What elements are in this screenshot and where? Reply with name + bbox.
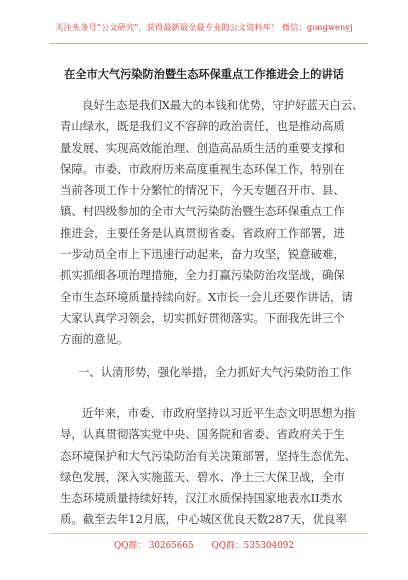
paragraph-line: 当前各项工作十分繁忙的情况下，今天专题召开市、县、 (60, 183, 345, 198)
document-title: 在全市大气污染防治暨生态环保重点工作推进会上的讲话 (64, 67, 344, 81)
header-banner: 关注头条号“公文研究”，获得最新最全最专业的公文资料库！ 微信：gongwenyj (55, 22, 353, 32)
paragraph-line: 绿色发展，深入实施蓝天、碧水、净土三大保卫战，全市 (60, 469, 345, 484)
footer-divider (50, 533, 368, 534)
qq-group-1: QQ群： 30265665 (114, 541, 194, 551)
paragraph-2 (60, 403, 360, 531)
paragraph-line: 青山绿水，既是我们义不容辞的政治责任，也是推动高质 (60, 119, 345, 134)
paragraph-line: 态环境保护和大气污染防治有关决策部署，坚持生态优先、 (60, 448, 357, 463)
paragraph-1 (60, 95, 364, 351)
qq-group-2: QQ群：535304092 (211, 541, 294, 551)
paragraph-line: 近年来，市委、市政府坚持以习近平生态文明思想为指 (82, 406, 356, 420)
paragraph-line: 镇、村四级参加的全市大气污染防治暨生态环保重点工作 (60, 204, 345, 219)
paragraph-line: 全市生态环境质量持续向好。X市长一会儿还要作讲话，请 (60, 289, 353, 304)
paragraph-line: 一步动员全市上下迅速行动起来，奋力攻坚，锐意破难， (60, 247, 345, 262)
paragraph-line: 抓实抓细各项治理措施，全力打赢污染防治攻坚战，确保 (60, 268, 345, 283)
footer-contact (0, 538, 408, 551)
section-heading: 一、认清形势，强化举措，全力抓好大气污染防治工作 (78, 365, 352, 379)
paragraph-line: 保障。市委、市政府历来高度重视生态环保工作，特别在 (60, 161, 345, 176)
paragraph-line: 量发展、实现高效能治理、创造高品质生活的重要支撑和 (60, 140, 345, 155)
paragraph-line: 生态环境质量持续好转，汉江水质保持国家地表水II类水 (60, 491, 343, 506)
paragraph-line: 良好生态是我们X最大的本钱和优势，守护好蓝天白云、 (82, 98, 364, 112)
paragraph-line: 大家认真学习领会，切实抓好贯彻落实。下面我先讲三个 (60, 310, 345, 325)
paragraph-line: 导，认真贯彻落实党中央、国务院和省委、省政府关于生 (60, 427, 345, 442)
paragraph-line: 推进会，主要任务是认真贯彻省委、省政府工作部署，进 (60, 225, 345, 240)
paragraph-line: 方面的意见。 (60, 332, 129, 347)
paragraph-line: 质。截至去年12月底，中心城区优良天数287天，优良率 (60, 512, 347, 527)
header-divider (50, 43, 368, 44)
